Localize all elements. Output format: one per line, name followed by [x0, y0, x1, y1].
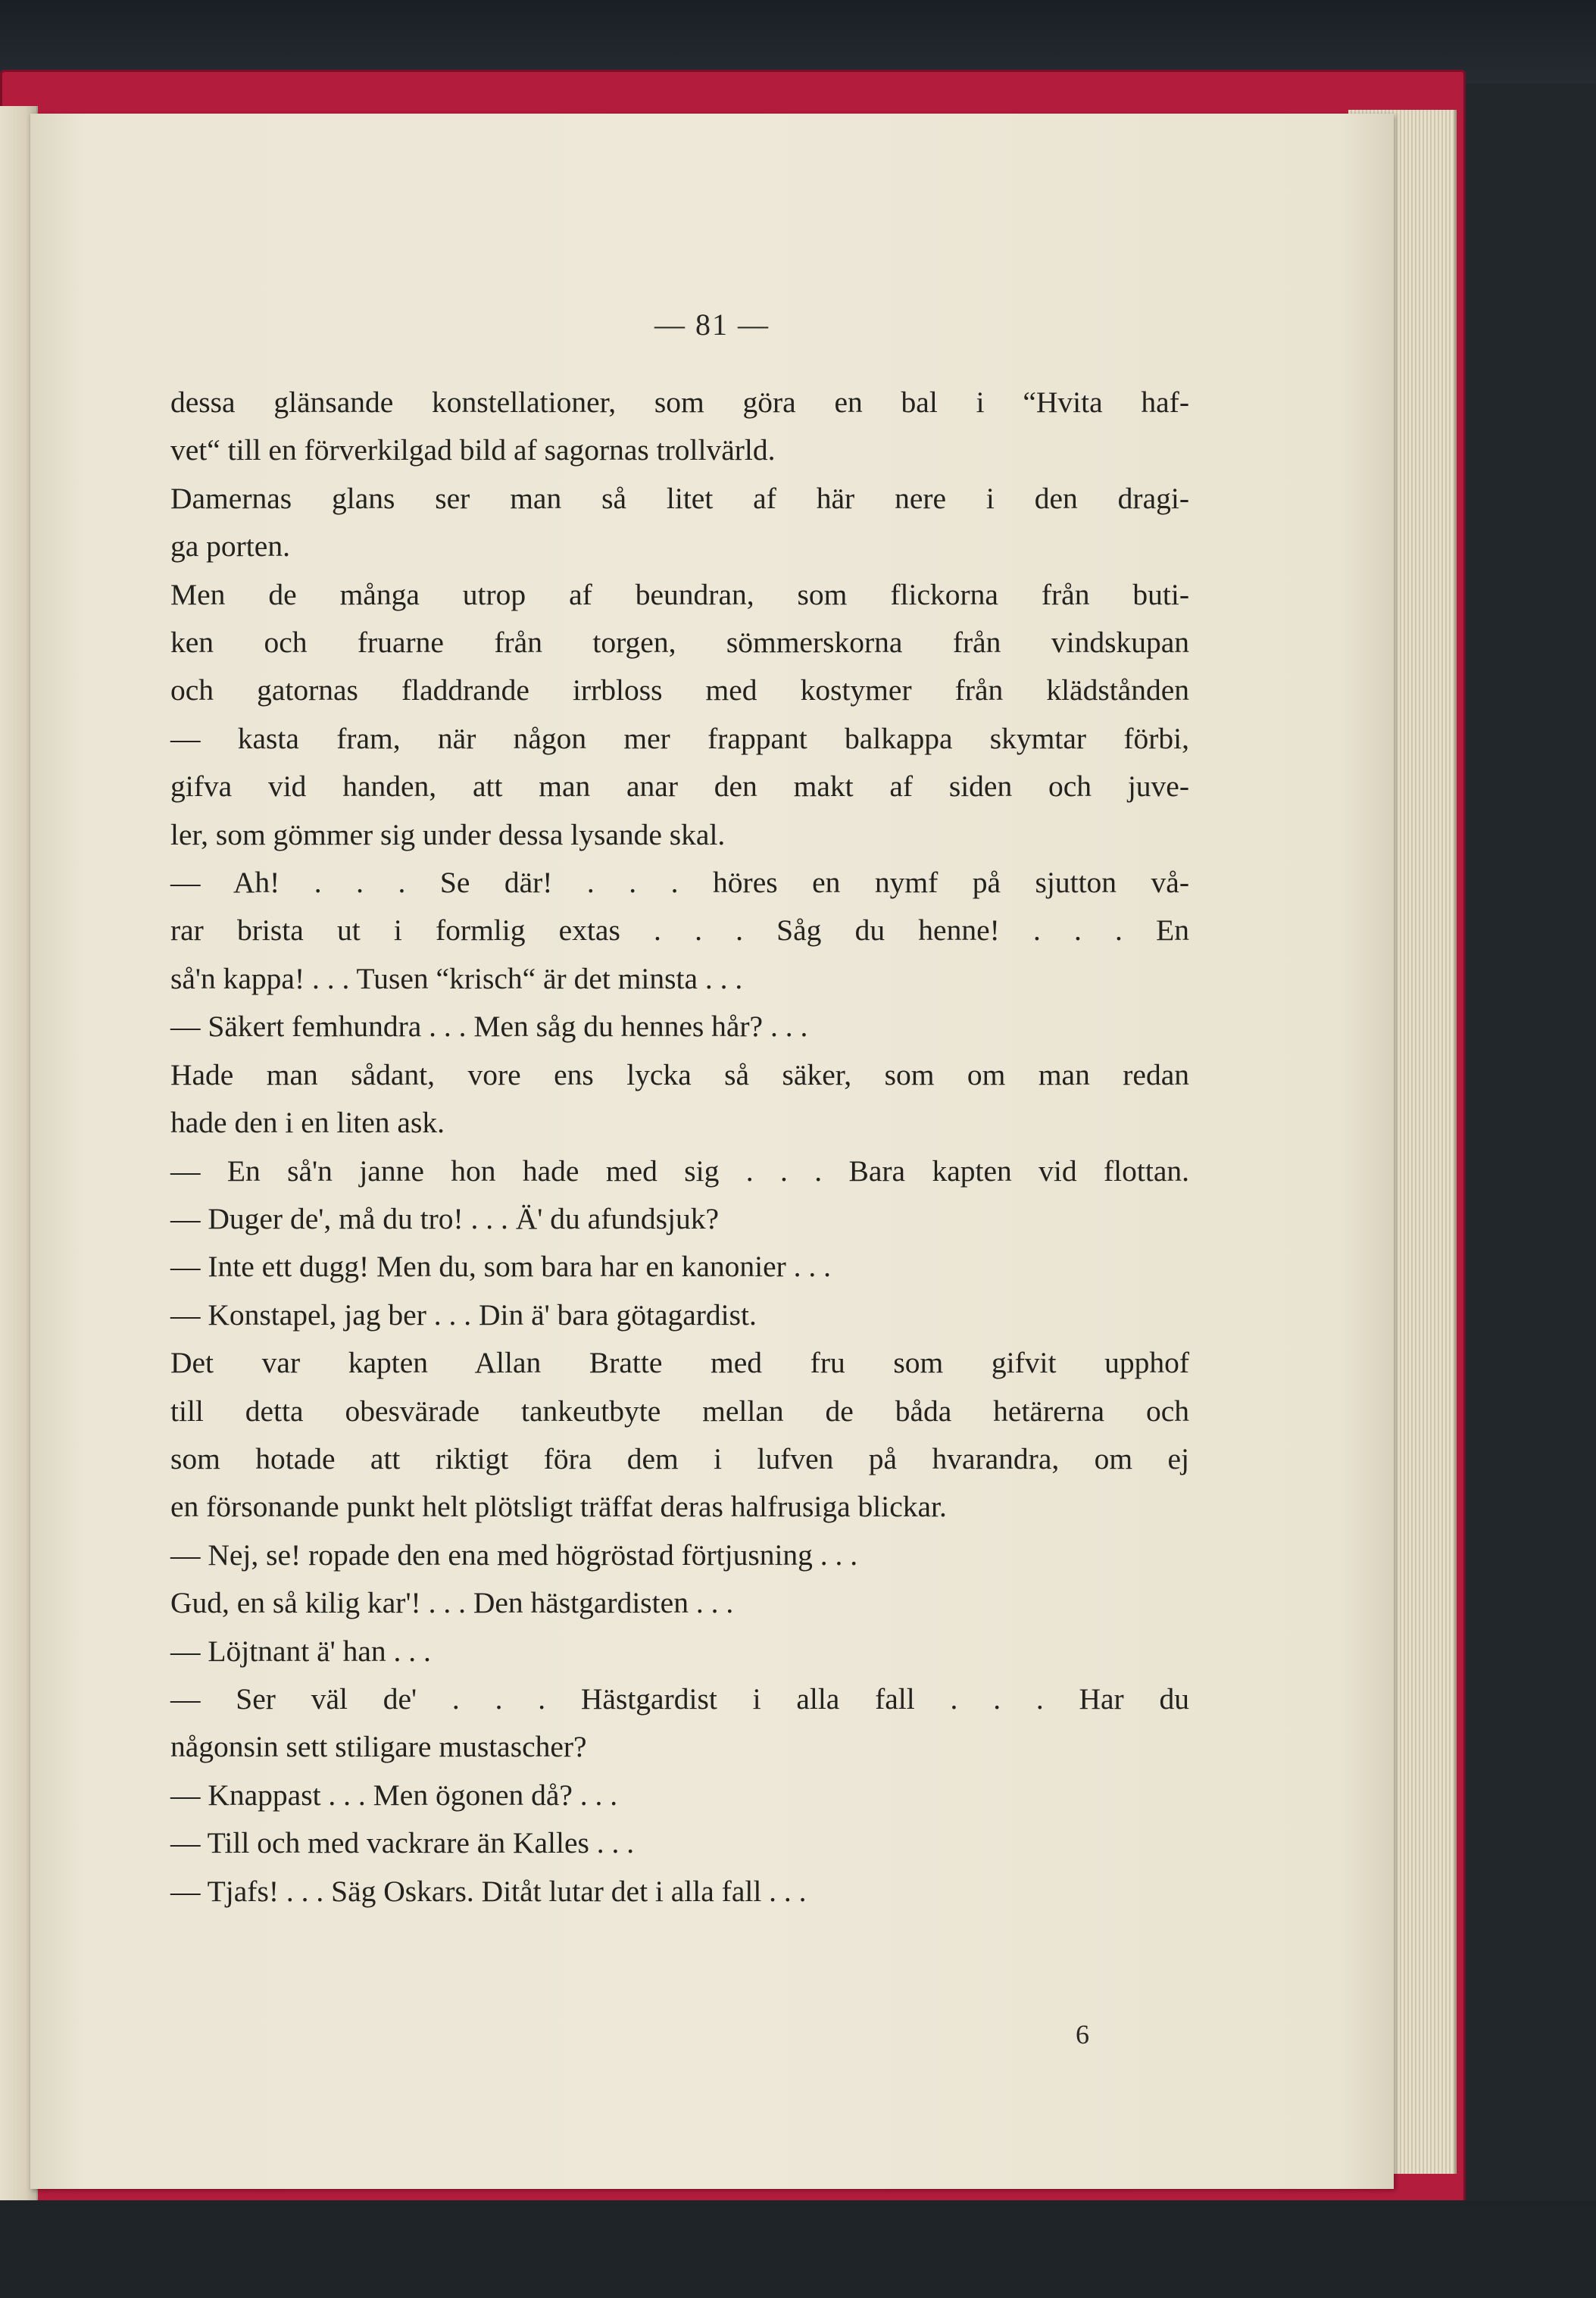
text-line: — Inte ett dugg! Men du, som bara har en kanonier . . . — [170, 1250, 832, 1284]
text-line: och gatornas fladdrande irrbloss med kostymer från klädstånden — [170, 673, 1189, 707]
page-number: — 81 — — [654, 308, 770, 342]
text-line: som hotade att riktigt föra dem i lufven på hvarandra, om ej — [170, 1441, 1189, 1475]
dark-background-bottom — [0, 2200, 1596, 2298]
text-line: så'n kappa! . . . Tusen “krisch“ är det minsta . . . — [170, 961, 743, 995]
text-line: Det var kapten Allan Bratte med fru som gifvit upphof — [170, 1346, 1189, 1380]
text-line: ken och fruarne från torgen, sömmerskorna från vindskupan — [170, 626, 1189, 660]
text-line: Men de många utrop af beundran, som flickorna från buti- — [170, 577, 1189, 611]
text-line: till detta obesvärade tankeutbyte mellan de båda hetärerna och — [170, 1394, 1189, 1428]
text-line: — Säkert femhundra . . . Men såg du hennes hår? . . . — [170, 1010, 808, 1044]
text-line: gifva vid handen, att man anar den makt af siden och juve- — [170, 770, 1189, 804]
text-line: — Ah! . . . Se där! . . . höres en nymf på sjutton vå- — [170, 866, 1189, 900]
text-line: dessa glänsande konstellationer, som göra en bal i “Hvita haf- — [170, 386, 1189, 419]
text-line: Hade man sådant, vore ens lycka så säker, som om man redan — [170, 1057, 1189, 1091]
text-line: — Nej, se! ropade den ena med högröstad förtjusning . . . — [170, 1538, 858, 1572]
text-line: hade den i en liten ask. — [170, 1106, 445, 1140]
text-line: — Knappast . . . Men ögonen då? . . . — [170, 1778, 618, 1812]
text-line: — Löjtnant ä' han . . . — [170, 1634, 431, 1668]
text-line: — kasta fram, när någon mer frappant balkappa skymtar förbi, — [170, 721, 1189, 755]
text-line: ler, som gömmer sig under dessa lysande skal. — [170, 817, 726, 851]
signature-mark: 6 — [1076, 2019, 1089, 2050]
body-text — [170, 379, 1189, 1916]
text-line: Damernas glans ser man så litet af här nere i den dragi- — [170, 481, 1189, 515]
text-line: — Konstapel, jag ber . . . Din ä' bara götagardist. — [170, 1297, 757, 1332]
book-page — [30, 114, 1394, 2189]
text-line: rar brista ut i formlig extas . . . Såg du henne! . . . En — [170, 913, 1189, 948]
text-line: — Duger de', må du tro! . . . Ä' du afundsjuk? — [170, 1201, 719, 1235]
text-line: en försonande punkt helt plötsligt träffat deras halfrusiga blickar. — [170, 1490, 947, 1524]
text-line: vet“ till en förverkilgad bild af sagornas trollvärld. — [170, 433, 776, 467]
text-line: ga porten. — [170, 529, 290, 564]
text-line: — En så'n janne hon hade med sig . . . Bara kapten vid flottan. — [170, 1154, 1189, 1188]
text-line: någonsin sett stiligare mustascher? — [170, 1730, 587, 1764]
text-line: — Ser väl de' . . . Hästgardist i alla fall . . . Har du — [170, 1681, 1189, 1716]
text-line: — Till och med vackrare än Kalles . . . — [170, 1826, 635, 1860]
text-line: Gud, en så kilig kar'! . . . Den hästgardisten . . . — [170, 1586, 734, 1620]
text-line: — Tjafs! . . . Säg Oskars. Ditåt lutar det i alla fall . . . — [170, 1874, 807, 1908]
